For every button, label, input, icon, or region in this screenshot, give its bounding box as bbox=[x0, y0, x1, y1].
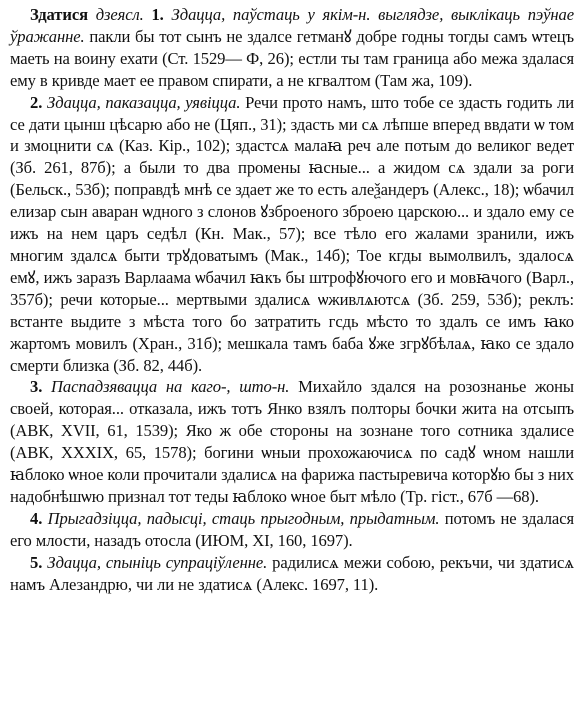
headword: Здатися bbox=[30, 5, 88, 24]
sense-gloss: Паспадзявацца на каго-, што-н. bbox=[51, 377, 290, 397]
sense-citations: Речи прото намъ, што тобе се здасть годить ли се дати цынш цѣсарю або не (Цяп., 31); здасть ми сѧ лѣпше вперед ввдати ѡ том и змоцнити сѧ (Каз. Кір., 102); здастсѧ малаꙗ реч але потым до великог ведет (Зб. 261, 87б); а были то два промены ꙗсные... а жидом сѧ здали за роги (Бельск., 53б); поправдѣ мнѣ се здает же то есть алеѯандеръ (Алекс., 18); ѡбачил елизар сын аваран ѡдного з слонов ꙋзброеного зброею царскою... и здало ему се ижъ на нем царъ седѣл (Кн. Мак., 57); все тѣло его жалами зранили, ижъ многим здалсѧ быти трꙋдоватымъ (Мак., 14б); Тое кгды вымолвилъ, здалосѧ емꙋ, ижъ заразъ Варлаама ѡбачил ꙗкъ бы штрофꙋючого его и мовꙗчого (Варл., 357б); речи которые... мертвыми здалисѧ ѡживлѧютсѧ (Зб. 259, 53б); реклъ: встанте выдите з мѣста того бо затратить гсдь мѣсто то здалъ се имъ ꙗко жартомъ мовилъ (Хран., 31б); мешкала тамъ баба ꙋже згрꙋбѣлаѧ, ꙗко се здало смерти близка (Зб. 82, 44б). bbox=[10, 92, 575, 375]
sense-number: 1. bbox=[151, 5, 164, 24]
sense-citations: Михайло здался на розознанье жоны своей, которая... отказала, ижъ тотъ Янко взялъ полторы бочки жита на отсыпъ (АВК, XVII, 61, 1539); Яко ж обе стороны на зознане того сотника здалисе (АВК, XXXIX, 65, 1578); богини ѡныи прохожаючисѧ по садꙋ ѡном нашли ꙗблоко ѡное коли прочитали здалисѧ на фарижа пастыревича которꙋю бы з них надобнѣшѡю признал тот теды ꙗблоко ѡное быт мѣло (Тр. гіст., 67б —68). bbox=[10, 377, 574, 506]
sense-citations: радилисѧ межи собою, рекъчи, чи здатисѧ намъ Алезандрю, чи ли не здатисѧ (Алекс. 1697, 11). bbox=[10, 552, 574, 594]
sense-gloss: Здацца, спыніць супраціўленне. bbox=[47, 552, 268, 572]
sense-2 bbox=[10, 92, 574, 377]
sense-gloss: Здацца, паўстаць у якім-н. выглядзе, выклікаць пэўнае ўражанне. bbox=[10, 5, 574, 46]
sense-1 bbox=[10, 4, 574, 92]
sense-number: 2. bbox=[30, 92, 43, 112]
part-of-speech: дзеясл. bbox=[95, 5, 144, 24]
sense-gloss: Прыгадзіцца, падысці, стаць прыгодным, прыдатным. bbox=[47, 508, 440, 528]
sense-number: 4. bbox=[30, 508, 43, 528]
sense-5 bbox=[10, 552, 574, 596]
sense-3 bbox=[10, 376, 574, 507]
sense-citations: пакли бы тот сынъ не здалсе гетманꙋ добре годны тогды самъ ѡтецъ маеть на воину ехати (Ст. 1529— Ф, 26); естли ты там граница або межа здалася ему в кривде мает ее правом спирати, а не кгвалтом (Там жа, 109). bbox=[10, 26, 574, 90]
sense-4 bbox=[10, 508, 574, 552]
sense-number: 3. bbox=[30, 377, 43, 397]
sense-gloss: Здацца, паказацца, уявіцца. bbox=[46, 92, 241, 112]
sense-number: 5. bbox=[30, 552, 43, 572]
sense-citations: потомъ не здалася его млости, назадъ отосла (ИЮМ, XI, 160, 1697). bbox=[10, 508, 574, 550]
